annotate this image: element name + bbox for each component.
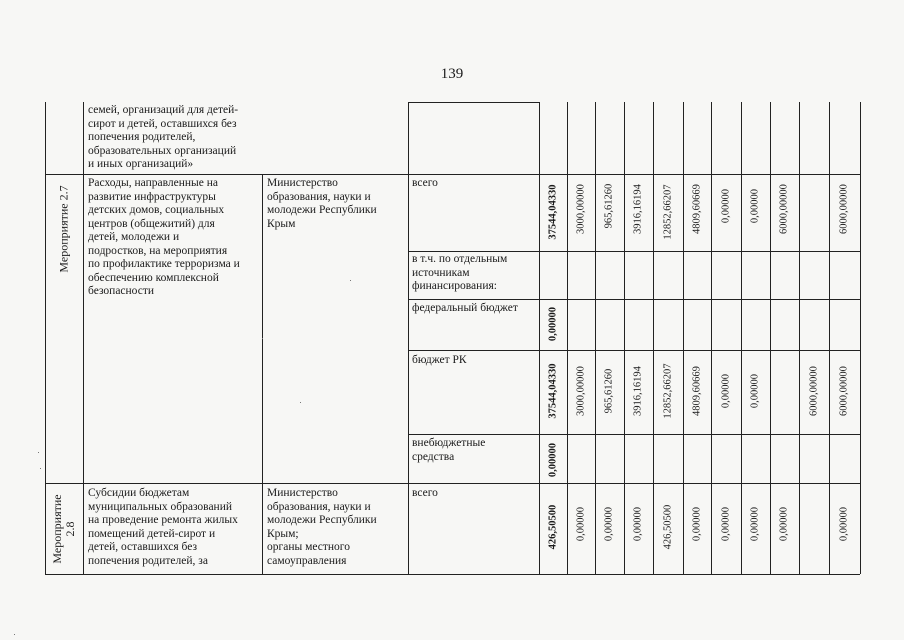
amount-cell: 0,00000 (547, 306, 559, 342)
funding-source-label: всего (412, 487, 438, 499)
table-rule (408, 299, 860, 300)
amount-cell: 3916,16194 (632, 366, 644, 416)
table-rule (408, 350, 860, 351)
table-rule (539, 102, 540, 574)
measure-label: Мероприятие 2.7 (56, 185, 71, 273)
table-rule (45, 174, 860, 175)
amount-cell: 0,00000 (720, 506, 732, 542)
executor-text: Министерство образования, науки и молодежи Республики Крым (267, 177, 377, 230)
table-rule (45, 102, 46, 574)
table-rule (683, 102, 684, 574)
amount-cell: 37544,04330 (547, 184, 559, 240)
amount-cell: 6000,00000 (838, 366, 850, 416)
amount-cell: 426,50500 (547, 504, 559, 550)
amount-cell: 0,00000 (838, 506, 850, 542)
amount-cell: 0,00000 (749, 506, 761, 542)
amount-cell: 12852,66207 (662, 363, 674, 419)
scan-speck (300, 402, 301, 403)
funding-source-label: бюджет РК (412, 354, 467, 366)
amount-cell: 6000,00000 (838, 184, 850, 234)
amount-cell: 426,50500 (662, 504, 674, 550)
amount-cell: 0,00000 (691, 506, 703, 542)
scan-speck (350, 280, 351, 281)
table-rule (860, 102, 861, 574)
measure-description: Субсидии бюджетам муниципальных образований на проведение ремонта жилых помещений детей-сирот и детей, оставшихся без попечения родителей, за (88, 487, 238, 567)
amount-cell: 0,00000 (603, 506, 615, 542)
table-rule (408, 102, 409, 574)
table-rule (45, 574, 860, 575)
scan-speck (262, 338, 263, 339)
amount-cell: 0,00000 (749, 188, 761, 224)
table-rule (408, 251, 860, 252)
funding-source-label: всего (412, 177, 438, 189)
table-rule (595, 102, 596, 574)
amount-cell: 6000,00000 (808, 366, 820, 416)
funding-source-label: в т.ч. по отдельным источникам финансирования: (412, 253, 508, 292)
table-rule (567, 102, 568, 574)
table-rule (770, 102, 771, 574)
table-rule (741, 102, 742, 574)
amount-cell: 12852,66207 (662, 184, 674, 240)
table-rule (653, 102, 654, 574)
amount-cell: 4809,60669 (691, 366, 703, 416)
amount-cell: 3000,00000 (575, 184, 587, 234)
amount-cell: 6000,00000 (778, 184, 790, 234)
scan-speck (40, 468, 41, 469)
amount-cell: 3916,16194 (632, 184, 644, 234)
table-rule (83, 102, 84, 574)
amount-cell: 3000,00000 (575, 366, 587, 416)
funding-source-label: внебюджетные средства (412, 437, 486, 463)
executor-text: Министерство образования, науки и молодежи Республики Крым; органы местного самоуправления (267, 487, 377, 567)
continued-description: семей, организаций для детей- сирот и детей, оставшихся без попечения родителей, образовательных организаций и иных организаций» (88, 104, 239, 170)
table-rule (624, 102, 625, 574)
scan-speck (38, 452, 39, 453)
table-rule (408, 434, 860, 435)
table-rule (799, 102, 800, 574)
funding-source-label: федеральный бюджет (412, 302, 518, 314)
amount-cell: 0,00000 (749, 373, 761, 409)
amount-cell: 965,61260 (603, 183, 615, 229)
amount-cell: 965,61260 (603, 368, 615, 414)
table-rule (45, 483, 860, 484)
table-rule (829, 102, 830, 574)
table-rule (711, 102, 712, 574)
scan-speck (14, 634, 15, 635)
amount-cell: 37544,04330 (547, 363, 559, 419)
amount-cell: 0,00000 (575, 506, 587, 542)
table-rule (408, 102, 539, 103)
amount-cell: 0,00000 (632, 506, 644, 542)
amount-cell: 4809,60669 (691, 184, 703, 234)
amount-cell: 0,00000 (778, 506, 790, 542)
amount-cell: 0,00000 (547, 442, 559, 478)
table-rule (262, 174, 263, 574)
measure-label: Мероприятие 2.8 (50, 494, 77, 564)
amount-cell: 0,00000 (720, 373, 732, 409)
measure-description: Расходы, направленные на развитие инфраструктуры детских домов, социальных центров (общежитий) для детей, молодежи и подростков, на мероприятия по профилактике терроризма и обеспечению комплексной безопасности (88, 177, 240, 297)
amount-cell: 0,00000 (720, 188, 732, 224)
page-number: 139 (440, 66, 464, 82)
